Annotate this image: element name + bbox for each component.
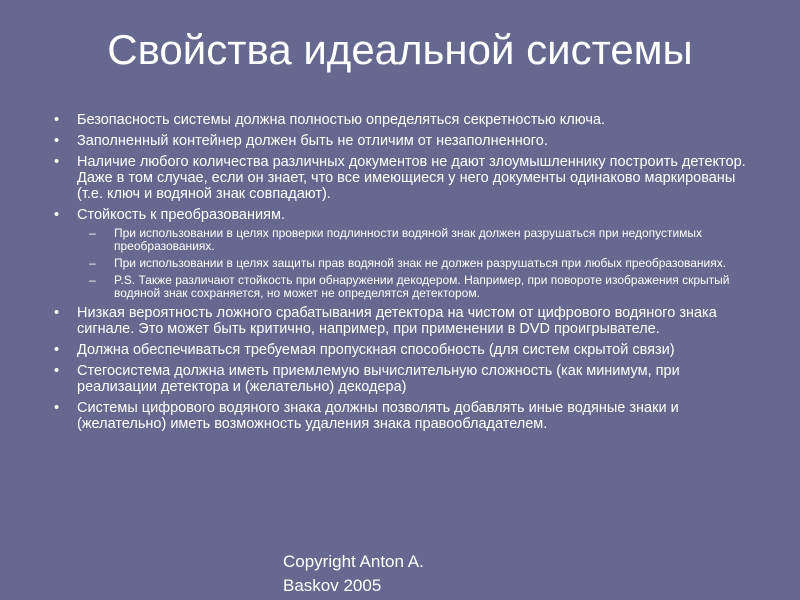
dash-icon: – (89, 273, 96, 287)
sub-bullet-item (77, 274, 752, 300)
bullet-icon: • (54, 154, 60, 170)
bullet-item (52, 305, 752, 337)
bullet-item (52, 342, 752, 358)
bullet-list (52, 112, 752, 437)
bullet-icon: • (54, 400, 60, 416)
sub-bullet-item (77, 227, 752, 253)
bullet-icon: • (54, 305, 60, 321)
dash-icon: – (89, 226, 96, 240)
bullet-text: Безопасность системы должна полностью определяться секретностью ключа. (77, 112, 605, 128)
sub-bullet-text: При использовании в целях проверки подлинности водяной знак должен разрушаться при недопустимых преобразованиях. (114, 226, 703, 253)
bullet-icon: • (54, 342, 60, 358)
bullet-item (52, 112, 752, 128)
bullet-text: Системы цифрового водяного знака должны позволять добавлять иные водяные знаки и (желательно) иметь возможность удаления знака правообладателем. (77, 400, 679, 432)
bullet-icon: • (54, 363, 60, 379)
bullet-text: Заполненный контейнер должен быть не отличим от незаполненного. (77, 133, 548, 149)
bullet-text: Наличие любого количества различных документов не дают злоумышленнику построить детектор. Даже в том случае, если он знает, что все имеющиеся у него документы одинаково маркированы (т.е. ключ и водяной знак совпадают). (77, 154, 746, 202)
bullet-text: Стойкость к преобразованиям. (77, 207, 285, 223)
bullet-text: Низкая вероятность ложного срабатывания детектора на чистом от цифрового водяного знака сигнале. Это может быть критично, например, при применении в DVD проигрывателе. (77, 305, 717, 337)
sub-bullet-list (77, 227, 752, 300)
sub-bullet-text: P.S. Также различают стойкость при обнаружении декодером. Например, при повороте изображения скрытый водяной знак сохраняется, но может не определятся детектором. (114, 273, 730, 300)
bullet-text: Должна обеспечиваться требуемая пропускная способность (для систем скрытой связи) (77, 342, 675, 358)
bullet-text: Стегосистема должна иметь приемлемую вычислительную сложность (как минимум, при реализации детектора и (желательно) декодера) (77, 363, 680, 395)
bullet-item (52, 154, 752, 202)
sub-bullet-text: При использовании в целях защиты прав водяной знак не должен разрушаться при любых преобразованиях. (114, 256, 727, 270)
sub-bullet-item (77, 257, 752, 270)
copyright-text: Copyright Anton A. Baskov 2005 (283, 552, 424, 595)
bullet-item (52, 133, 752, 149)
bullet-icon: • (54, 133, 60, 149)
bullet-icon: • (54, 207, 60, 223)
slide-title: Свойства идеальной системы (107, 26, 693, 73)
dash-icon: – (89, 256, 96, 270)
bullet-item (52, 207, 752, 300)
bullet-icon: • (54, 112, 60, 128)
bullet-item (52, 363, 752, 395)
bullet-item (52, 400, 752, 432)
